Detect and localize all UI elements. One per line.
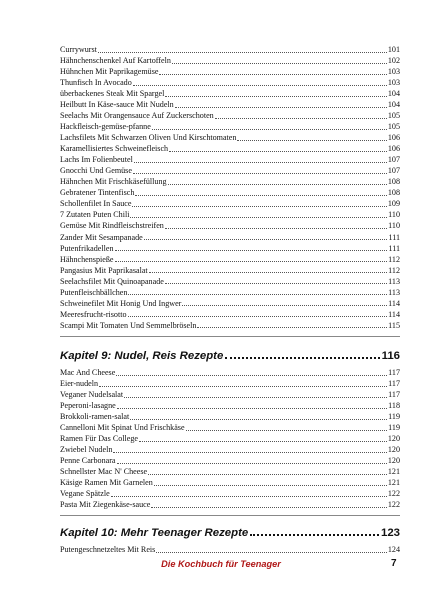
toc-entry[interactable] bbox=[60, 198, 400, 209]
toc-entry-title: Zander Mit Sesampanade bbox=[60, 232, 143, 242]
toc-entry-title: Käsige Ramen Mit Garnelen bbox=[60, 478, 153, 488]
toc-entry[interactable] bbox=[60, 499, 400, 510]
chapter-title: Kapitel 10: Mehr Teenager Rezepte bbox=[60, 527, 249, 539]
toc-entry[interactable] bbox=[60, 44, 400, 55]
dot-leader bbox=[128, 315, 388, 317]
dot-leader bbox=[133, 172, 387, 174]
toc-entry[interactable] bbox=[60, 254, 400, 265]
chapter-heading-9[interactable] bbox=[60, 346, 400, 362]
toc-entry-title: Brokkoli-ramen-salat bbox=[60, 412, 130, 422]
dot-leader bbox=[215, 117, 387, 119]
page-footer bbox=[0, 559, 442, 573]
toc-entry-title: Putenfrikadellen bbox=[60, 243, 114, 253]
dot-leader bbox=[99, 385, 387, 387]
toc-entry-page: 120 bbox=[387, 445, 400, 455]
toc-entry[interactable] bbox=[60, 444, 400, 455]
dot-leader bbox=[124, 396, 387, 398]
toc-entry[interactable] bbox=[60, 121, 400, 132]
toc-entry-page: 111 bbox=[388, 232, 400, 242]
divider-line bbox=[60, 336, 400, 337]
toc-entry-title: Putenfleischbällchen bbox=[60, 287, 128, 297]
toc-entry-page: 101 bbox=[387, 44, 400, 54]
toc-entry[interactable] bbox=[60, 422, 400, 433]
dot-leader bbox=[115, 260, 388, 262]
toc-entry-page: 106 bbox=[387, 144, 400, 154]
toc-entry-title: Scampi Mit Tomaten Und Semmelbröseln bbox=[60, 320, 197, 330]
toc-entry[interactable] bbox=[60, 298, 400, 309]
toc-entry-page: 105 bbox=[387, 111, 400, 121]
toc-entry-page: 122 bbox=[387, 500, 400, 510]
toc-entry-page: 112 bbox=[388, 254, 400, 264]
toc-entry-title: Gnocchi Und Gemüse bbox=[60, 166, 132, 176]
toc-entry[interactable] bbox=[60, 232, 400, 243]
toc-entry[interactable] bbox=[60, 99, 400, 110]
toc-entry-page: 124 bbox=[387, 544, 400, 554]
toc-entry-title: Hackfleisch-gemüse-pfanne bbox=[60, 122, 151, 132]
toc-entry-title: Mac And Cheese bbox=[60, 367, 116, 377]
toc-list-block-3 bbox=[60, 544, 400, 555]
toc-entry-page: 106 bbox=[387, 133, 400, 143]
toc-entry-title: Schweinefilet Mit Honig Und Ingwer bbox=[60, 298, 182, 308]
toc-entry[interactable] bbox=[60, 287, 400, 298]
toc-entry-page: 120 bbox=[387, 434, 400, 444]
toc-entry-title: Heilbutt In Käse-sauce Mit Nudeln bbox=[60, 100, 174, 110]
toc-entry-title: Lachs Im Folienbeutel bbox=[60, 155, 133, 165]
dot-leader bbox=[197, 326, 387, 328]
toc-entry-title: Putengeschnetzeltes Mit Reis bbox=[60, 544, 156, 554]
toc-entry[interactable] bbox=[60, 488, 400, 499]
toc-entry-title: Penne Carbonara bbox=[60, 456, 116, 466]
toc-entry-page: 108 bbox=[387, 188, 400, 198]
toc-entry-page: 117 bbox=[388, 367, 400, 377]
toc-entry-page: 104 bbox=[387, 100, 400, 110]
toc-entry-page: 121 bbox=[387, 478, 400, 488]
toc-entry[interactable] bbox=[60, 66, 400, 77]
toc-entry[interactable] bbox=[60, 154, 400, 165]
toc-entry-page: 115 bbox=[388, 320, 400, 330]
toc-entry[interactable] bbox=[60, 110, 400, 121]
toc-entry[interactable] bbox=[60, 477, 400, 488]
toc-entry[interactable] bbox=[60, 221, 400, 232]
toc-entry[interactable] bbox=[60, 466, 400, 477]
toc-entry-title: Thunfisch In Avocado bbox=[60, 78, 132, 88]
toc-entry-page: 114 bbox=[388, 309, 400, 319]
toc-entry-page: 120 bbox=[387, 456, 400, 466]
toc-entry[interactable] bbox=[60, 55, 400, 66]
toc-entry-title: Seelachs Mit Orangensauce Auf Zuckerschoten bbox=[60, 111, 214, 121]
dot-leader bbox=[154, 484, 387, 486]
divider-line bbox=[60, 515, 400, 516]
toc-entry[interactable] bbox=[60, 276, 400, 287]
toc-entry[interactable] bbox=[60, 389, 400, 400]
dot-leader bbox=[159, 73, 386, 75]
toc-entry-page: 109 bbox=[387, 199, 400, 209]
toc-list-block-2 bbox=[60, 367, 400, 510]
dot-leader bbox=[111, 495, 387, 497]
toc-entry-page: 108 bbox=[387, 177, 400, 187]
dot-leader bbox=[151, 506, 387, 508]
toc-entry-title: überbackenes Steak Mit Spargel bbox=[60, 89, 165, 99]
book-title: Die Kochbuch für Teenager bbox=[161, 559, 281, 569]
dot-leader bbox=[132, 205, 386, 207]
dot-leader bbox=[113, 451, 386, 453]
dot-leader bbox=[130, 418, 387, 420]
toc-entry-page: 113 bbox=[388, 276, 400, 286]
toc-entry-page: 103 bbox=[387, 67, 400, 77]
toc-entry-title: 7 Zutaten Puten Chili bbox=[60, 210, 130, 220]
toc-entry-title: Lachsfilets Mit Schwarzen Oliven Und Kirschtomaten bbox=[60, 133, 237, 143]
dot-leader bbox=[133, 84, 387, 86]
dot-leader bbox=[165, 95, 386, 97]
dot-leader bbox=[116, 374, 387, 376]
toc-entry[interactable] bbox=[60, 544, 400, 555]
toc-entry[interactable] bbox=[60, 176, 400, 187]
toc-entry[interactable] bbox=[60, 455, 400, 466]
toc-entry-title: Seelachsfilet Mit Quinoapanade bbox=[60, 276, 164, 286]
dot-leader bbox=[165, 282, 387, 284]
dot-leader bbox=[165, 227, 387, 229]
toc-entry-title: Hähnchen Mit Frischkäsefüllung bbox=[60, 177, 167, 187]
toc-entry[interactable] bbox=[60, 411, 400, 422]
toc-entry-page: 117 bbox=[388, 390, 400, 400]
toc-entry-title: Hähnchenschenkel Auf Kartoffeln bbox=[60, 56, 171, 66]
dot-leader bbox=[134, 161, 387, 163]
toc-entry[interactable] bbox=[60, 165, 400, 176]
toc-entry[interactable] bbox=[60, 265, 400, 276]
toc-entry[interactable] bbox=[60, 309, 400, 320]
toc-entry-page: 107 bbox=[387, 166, 400, 176]
toc-entry-title: Currywurst bbox=[60, 44, 97, 54]
toc-entry[interactable] bbox=[60, 378, 400, 389]
toc-entry-page: 110 bbox=[388, 221, 400, 231]
dot-leader bbox=[225, 356, 379, 359]
dot-leader bbox=[135, 194, 386, 196]
dot-leader bbox=[237, 139, 386, 141]
toc-entry-title: Meeresfrucht-risotto bbox=[60, 309, 127, 319]
dot-leader bbox=[182, 304, 387, 306]
toc-entry-page: 102 bbox=[387, 56, 400, 66]
toc-entry-title: Vegane Spätzle bbox=[60, 489, 110, 499]
dot-leader bbox=[172, 62, 387, 64]
toc-entry-title: Gebratener Tintenfisch bbox=[60, 188, 135, 198]
toc-entry-title: Schollenfilet In Sauce bbox=[60, 199, 132, 209]
toc-entry-title: Hühnchen Mit Paprikagemüse bbox=[60, 67, 159, 77]
toc-entry-title: Zwiebel Nudeln bbox=[60, 445, 113, 455]
toc-entry-page: 114 bbox=[388, 298, 400, 308]
toc-entry-title: Karamellisiertes Schweinefleisch bbox=[60, 144, 169, 154]
chapter-title: Kapitel 9: Nudel, Reis Rezepte bbox=[60, 350, 224, 362]
dot-leader bbox=[117, 462, 387, 464]
toc-entry[interactable] bbox=[60, 77, 400, 88]
toc-entry-page: 103 bbox=[387, 78, 400, 88]
dot-leader bbox=[148, 473, 387, 475]
toc-entry[interactable] bbox=[60, 243, 400, 254]
dot-leader bbox=[168, 183, 387, 185]
toc-entry-title: Pangasius Mit Paprikasalat bbox=[60, 265, 148, 275]
toc-entry[interactable] bbox=[60, 132, 400, 143]
toc-entry[interactable] bbox=[60, 400, 400, 411]
toc-entry-page: 104 bbox=[387, 89, 400, 99]
dot-leader bbox=[149, 271, 387, 273]
dot-leader bbox=[130, 216, 387, 218]
toc-entry-page: 105 bbox=[387, 122, 400, 132]
toc-entry-title: Veganer Nudelsalat bbox=[60, 390, 124, 400]
toc-entry-page: 111 bbox=[388, 243, 400, 253]
toc-entry-page: 121 bbox=[387, 467, 400, 477]
toc-entry-page: 110 bbox=[388, 210, 400, 220]
toc-entry-title: Schnellster Mac N' Cheese bbox=[60, 467, 148, 477]
toc-entry-page: 117 bbox=[388, 379, 400, 389]
page-number: 7 bbox=[391, 558, 397, 569]
toc-entry-title: Cannelloni Mit Spinat Und Frischkäse bbox=[60, 423, 185, 433]
dot-leader bbox=[98, 51, 387, 53]
toc-entry-title: Pasta Mit Ziegenkäse-sauce bbox=[60, 500, 151, 510]
chapter-page-number: 123 bbox=[380, 527, 400, 539]
toc-entry-page: 107 bbox=[387, 155, 400, 165]
dot-leader bbox=[156, 551, 387, 553]
toc-entry-title: Hähnchenspieße bbox=[60, 254, 114, 264]
toc-list-block-1 bbox=[60, 44, 400, 331]
toc-entry[interactable] bbox=[60, 433, 400, 444]
toc-entry-page: 122 bbox=[387, 489, 400, 499]
toc-entry[interactable] bbox=[60, 367, 400, 378]
chapter-heading-10[interactable] bbox=[60, 523, 400, 539]
dot-leader bbox=[250, 533, 379, 536]
chapter-page-number: 116 bbox=[381, 350, 400, 362]
toc-entry[interactable] bbox=[60, 209, 400, 220]
toc-entry-title: Gemüse Mit Rindfleischstreifen bbox=[60, 221, 164, 231]
toc-entry-page: 112 bbox=[388, 265, 400, 275]
toc-entry-page: 119 bbox=[388, 423, 400, 433]
dot-leader bbox=[115, 249, 388, 251]
toc-entry-title: Peperoni-lasagne bbox=[60, 401, 116, 411]
toc-entry[interactable] bbox=[60, 187, 400, 198]
dot-leader bbox=[152, 128, 387, 130]
toc-entry-page: 113 bbox=[388, 287, 400, 297]
toc-entry-page: 118 bbox=[388, 401, 400, 411]
toc-entry-title: Eier-nudeln bbox=[60, 379, 99, 389]
toc-entry[interactable] bbox=[60, 143, 400, 154]
toc-entry[interactable] bbox=[60, 88, 400, 99]
toc-entry-page: 119 bbox=[388, 412, 400, 422]
toc-entry[interactable] bbox=[60, 320, 400, 331]
toc-entry-title: Ramen Für Das College bbox=[60, 434, 139, 444]
dot-leader bbox=[117, 407, 387, 409]
dot-leader bbox=[175, 106, 387, 108]
dot-leader bbox=[186, 429, 388, 431]
dot-leader bbox=[144, 238, 388, 240]
dot-leader bbox=[139, 440, 387, 442]
dot-leader bbox=[128, 293, 387, 295]
dot-leader bbox=[169, 150, 387, 152]
